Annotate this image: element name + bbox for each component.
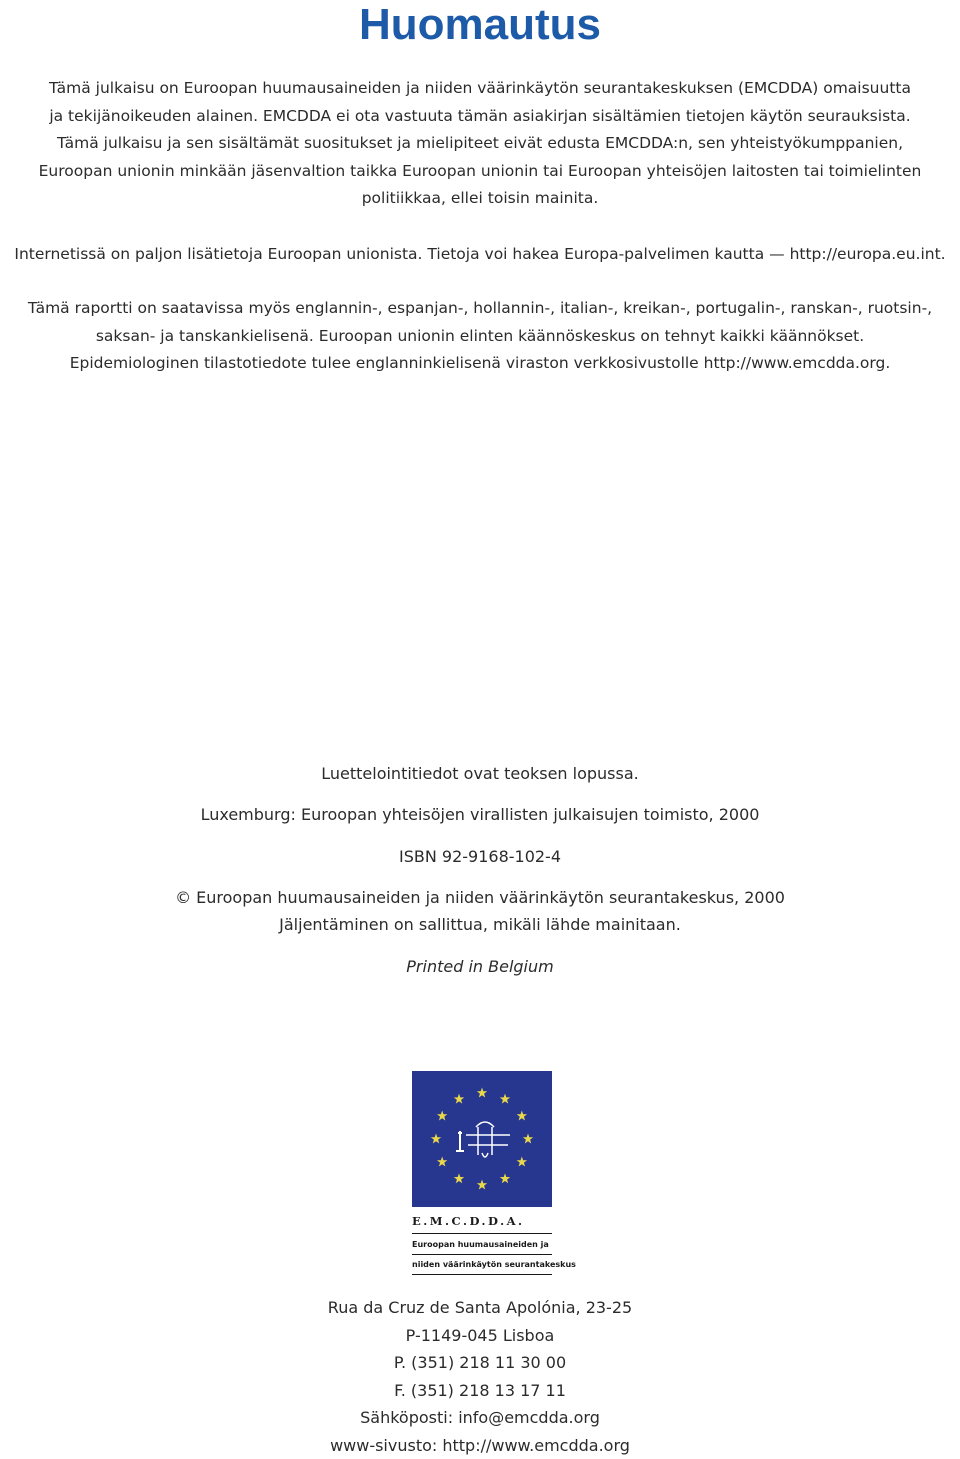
catalogue-note: Luettelointitiedot ovat teoksen lopussa. xyxy=(0,760,960,788)
star-icon xyxy=(500,1094,510,1104)
disclaimer-line: politiikkaa, ellei toisin mainita. xyxy=(0,185,960,213)
star-icon xyxy=(477,1180,487,1190)
contact-address xyxy=(0,1294,960,1459)
logo-divider xyxy=(412,1233,552,1234)
star-icon xyxy=(454,1173,464,1183)
logo-acronym: E.M.C.D.D.A. xyxy=(412,1213,552,1229)
star-icon xyxy=(517,1111,527,1121)
languages-line: Tämä raportti on saatavissa myös englannin-, espanjan-, hollannin-, italian-, kreikan-, portugalin-, ranskan-, ruotsin-, xyxy=(0,295,960,323)
emcdda-logo xyxy=(412,1071,552,1276)
star-icon xyxy=(523,1134,533,1144)
disclaimer-line: Euroopan unionin minkään jäsenvaltion taikka Euroopan unionin tai Euroopan yhteisöjen laitosten tai toimielinten xyxy=(0,158,960,186)
languages-line: Epidemiologinen tilastotiedote tulee englanninkielisenä viraston verkkosivustolle http://www.emcdda.org. xyxy=(0,350,960,378)
address-line: Rua da Cruz de Santa Apolónia, 23-25 xyxy=(0,1294,960,1322)
disclaimer-line: Tämä julkaisu on Euroopan huumausaineiden ja niiden väärinkäytön seurantakeskuksen (EMCDDA) omaisuutta xyxy=(0,75,960,103)
star-icon xyxy=(431,1134,441,1144)
internet-paragraph xyxy=(0,241,960,269)
star-icon xyxy=(454,1094,464,1104)
star-icon xyxy=(500,1173,510,1183)
reproduction-line: Jäljentäminen on sallittua, mikäli lähde mainitaan. xyxy=(0,911,960,939)
star-icon xyxy=(477,1088,487,1098)
disclaimer-line: ja tekijänoikeuden alainen. EMCDDA ei ota vastuuta tämän asiakirjan sisältämien tietojen käytön seurauksista. xyxy=(0,103,960,131)
languages-line: saksan- ja tanskankielisenä. Euroopan unionin elinten käännöskeskus on tehnyt kaikki käännökset. xyxy=(0,323,960,351)
emblem-icon xyxy=(456,1122,510,1157)
logo-divider xyxy=(412,1254,552,1255)
star-icon xyxy=(437,1111,447,1121)
page-title: Huomautus xyxy=(0,0,960,50)
disclaimer-paragraph xyxy=(0,75,960,213)
star-icon xyxy=(517,1157,527,1167)
eu-flag-icon xyxy=(412,1071,552,1207)
disclaimer-line: Tämä julkaisu ja sen sisältämät suositukset ja mielipiteet eivät edusta EMCDDA:n, sen yhteistyökumppanien, xyxy=(0,130,960,158)
star-ring xyxy=(431,1088,533,1190)
email-line: Sähköposti: info@emcdda.org xyxy=(0,1404,960,1432)
website-line: www-sivusto: http://www.emcdda.org xyxy=(0,1432,960,1459)
printed-in: Printed in Belgium xyxy=(0,953,960,981)
copyright-line: © Euroopan huumausaineiden ja niiden väärinkäytön seurantakeskus, 2000 xyxy=(0,884,960,912)
flag-graphic xyxy=(412,1071,552,1207)
address-line: P-1149-045 Lisboa xyxy=(0,1322,960,1350)
logo-divider xyxy=(412,1274,552,1275)
star-icon xyxy=(437,1157,447,1167)
logo-caption xyxy=(412,1213,552,1276)
logo-subtitle-line: Euroopan huumausaineiden ja xyxy=(412,1239,552,1250)
phone-line: P. (351) 218 11 30 00 xyxy=(0,1349,960,1377)
isbn: ISBN 92-9168-102-4 xyxy=(0,843,960,871)
languages-paragraph xyxy=(0,295,960,378)
logo-subtitle-line: niiden väärinkäytön seurantakeskus xyxy=(412,1259,552,1270)
fax-line: F. (351) 218 13 17 11 xyxy=(0,1377,960,1405)
publisher-line: Luxemburg: Euroopan yhteisöjen virallisten julkaisujen toimisto, 2000 xyxy=(0,801,960,829)
internet-line: Internetissä on paljon lisätietoja Euroopan unionista. Tietoja voi hakea Europa-palvelimen kautta — http://europa.eu.int. xyxy=(0,241,960,269)
